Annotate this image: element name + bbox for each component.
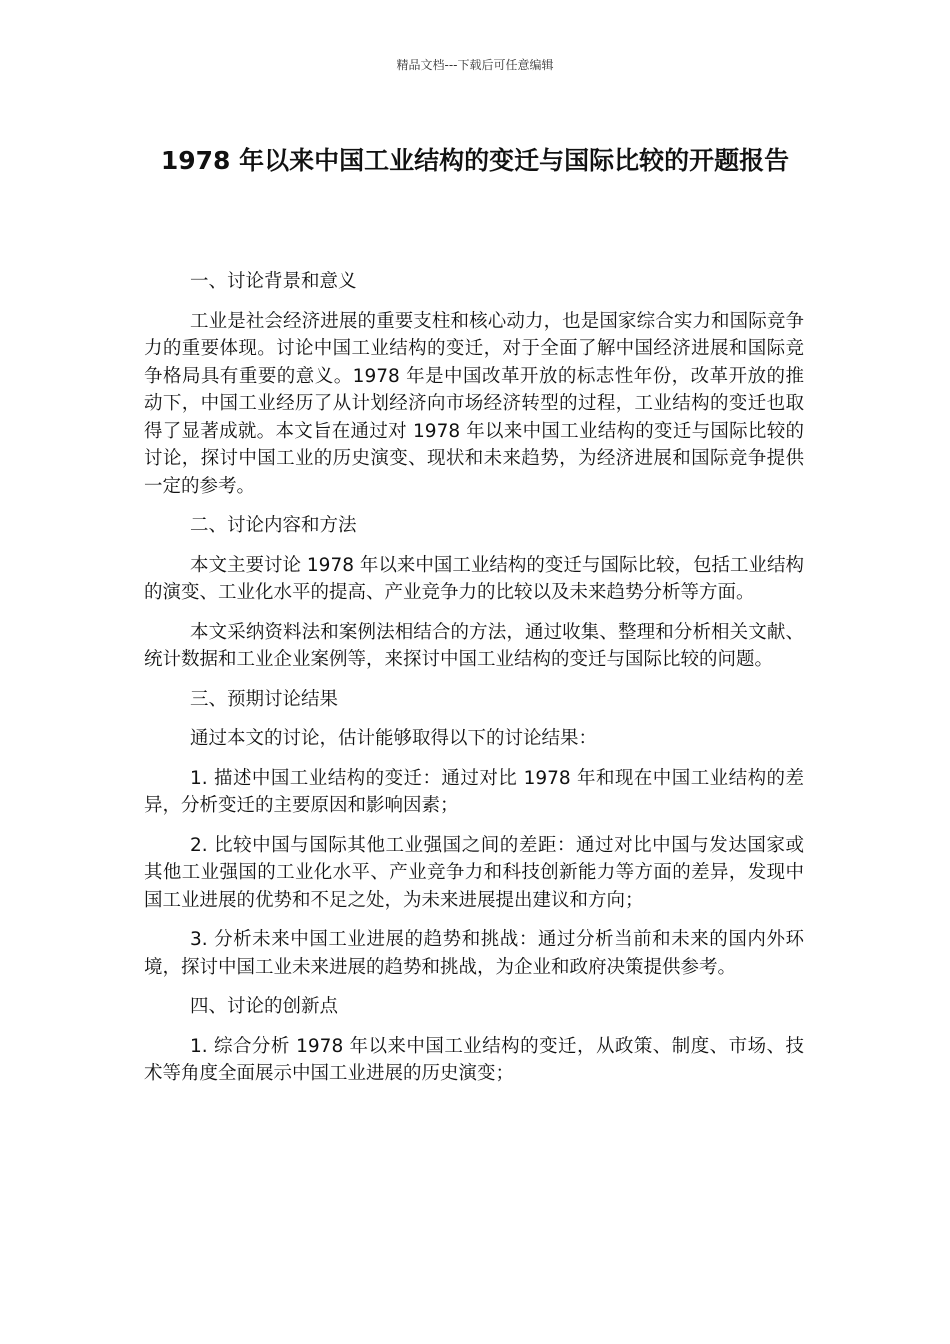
document-title: 1978 年以来中国工业结构的变迁与国际比较的开题报告 — [160, 146, 790, 175]
paragraph-results-intro: 通过本文的讨论，估计能够取得以下的讨论结果： — [190, 728, 598, 749]
paragraph-background: 工业是社会经济进展的重要支柱和核心动力，也是国家综合实力和国际竞争力的重要体现。讨论中国工业结构的变迁，对于全面了解中国经济进展和国际竞争格局具有重要的意义。1978 年是中国改革开放的标志性年份，改革开放的推动下，中国工业经历了从计划经济向市场经济转型的过程，工业结构的变迁也取得了显著成就。本文旨在通过对 1978 年以来中国工业结构的变迁与国际比较的讨论，探讨中国工业的历史演变、现状和未来趋势，为经济进展和国际竞争提供一定的参考。 — [144, 310, 804, 497]
paragraph-method: 本文采纳资料法和案例法相结合的方法，通过收集、整理和分析相关文献、统计数据和工业企业案例等，来探讨中国工业结构的变迁与国际比较的问题。 — [144, 621, 804, 670]
page-header-watermark: 精品文档---下载后可任意编辑 — [396, 58, 554, 72]
list-item-result-3: 3. 分析未来中国工业进展的趋势和挑战：通过分析当前和未来的国内外环境，探讨中国工业未来进展的趋势和挑战，为企业和政府决策提供参考。 — [144, 929, 804, 978]
section-heading-expected-results: 三、预期讨论结果 — [190, 688, 339, 710]
document-body — [144, 268, 804, 1100]
list-item-innovation-1: 1. 综合分析 1978 年以来中国工业结构的变迁，从政策、制度、市场、技术等角度全面展示中国工业进展的历史演变； — [144, 1035, 804, 1084]
section-heading-background: 一、讨论背景和意义 — [190, 271, 357, 292]
list-item-result-2: 2. 比较中国与国际其他工业强国之间的差距：通过对比中国与发达国家或其他工业强国的工业化水平、产业竞争力和科技创新能力等方面的差异，发现中国工业进展的优势和不足之处，为未来进展提出建议和方向； — [144, 834, 804, 911]
section-heading-innovation: 四、讨论的创新点 — [190, 996, 339, 1017]
section-heading-content-method: 二、讨论内容和方法 — [190, 515, 357, 536]
list-item-result-1: 1. 描述中国工业结构的变迁：通过对比 1978 年和现在中国工业结构的差异，分析变迁的主要原因和影响因素； — [144, 767, 804, 816]
paragraph-content: 本文主要讨论 1978 年以来中国工业结构的变迁与国际比较，包括工业结构的演变、工业化水平的提高、产业竞争力的比较以及未来趋势分析等方面。 — [144, 554, 804, 603]
